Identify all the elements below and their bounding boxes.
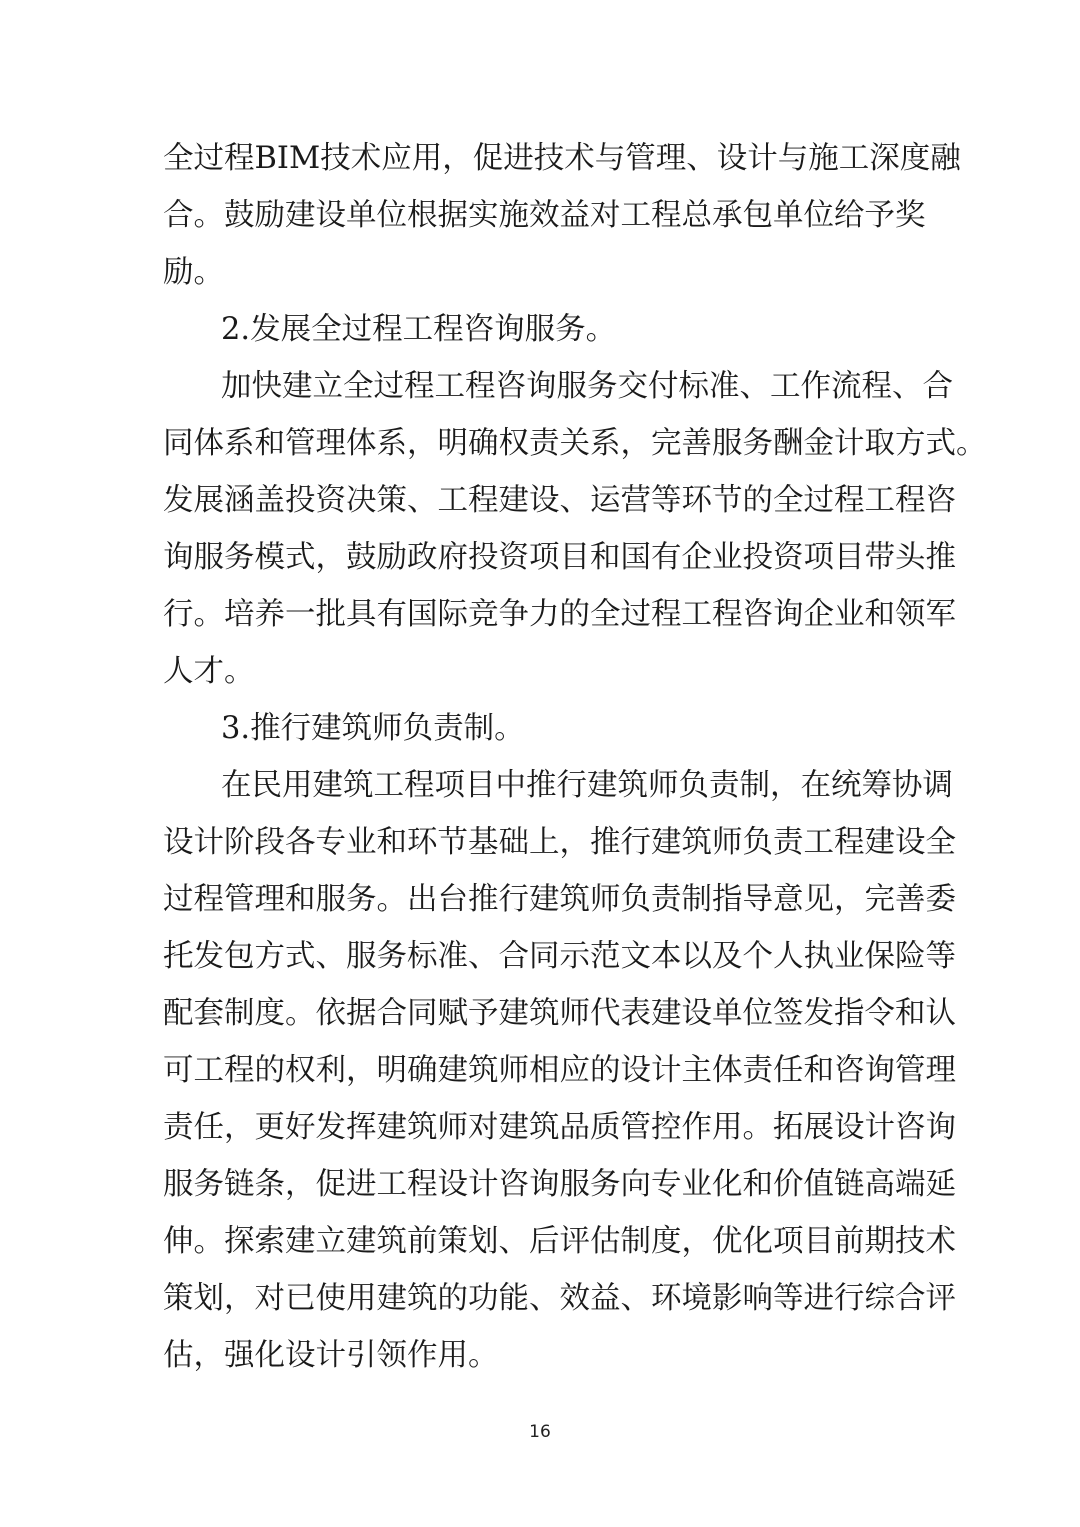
text-line: 配套制度。依据合同赋予建筑师代表建设单位签发指令和认 xyxy=(163,996,956,1031)
text-line: 合。鼓励建设单位根据实施效益对工程总承包单位给予奖 xyxy=(163,198,926,233)
text-line: 加快建立全过程工程咨询服务交付标准、工作流程、合 xyxy=(221,369,953,404)
text-line: 责任，更好发挥建筑师对建筑品质管控作用。拓展设计咨询 xyxy=(163,1110,956,1145)
text-line: 发展涵盖投资决策、工程建设、运营等环节的全过程工程咨 xyxy=(163,483,956,518)
text-line: 全过程BIM技术应用，促进技术与管理、设计与施工深度融 xyxy=(163,141,961,176)
text-line: 伸。探索建立建筑前策划、后评估制度，优化项目前期技术 xyxy=(163,1224,956,1259)
text-line: 励。 xyxy=(163,255,224,290)
page-number: 16 xyxy=(529,1422,551,1442)
text-line: 人才。 xyxy=(163,654,255,689)
text-line: 2.发展全过程工程咨询服务。 xyxy=(221,312,617,347)
body-text xyxy=(163,130,987,1384)
text-line: 策划，对已使用建筑的功能、效益、环境影响等进行综合评 xyxy=(163,1281,956,1316)
text-line: 估，强化设计引领作用。 xyxy=(163,1338,499,1373)
text-line: 托发包方式、服务标准、合同示范文本以及个人执业保险等 xyxy=(163,939,956,974)
text-line: 服务链条，促进工程设计咨询服务向专业化和价值链高端延 xyxy=(163,1167,956,1202)
text-line: 过程管理和服务。出台推行建筑师负责制指导意见，完善委 xyxy=(163,882,956,917)
text-line: 同体系和管理体系，明确权责关系，完善服务酬金计取方式。 xyxy=(163,426,987,461)
text-line: 询服务模式，鼓励政府投资项目和国有企业投资项目带头推 xyxy=(163,540,956,575)
text-line: 设计阶段各专业和环节基础上，推行建筑师负责工程建设全 xyxy=(163,825,956,860)
text-line: 3.推行建筑师负责制。 xyxy=(221,711,525,746)
text-line: 可工程的权利，明确建筑师相应的设计主体责任和咨询管理 xyxy=(163,1053,956,1088)
text-line: 行。培养一批具有国际竞争力的全过程工程咨询企业和领军 xyxy=(163,597,956,632)
text-line: 在民用建筑工程项目中推行建筑师负责制，在统筹协调 xyxy=(221,768,953,803)
